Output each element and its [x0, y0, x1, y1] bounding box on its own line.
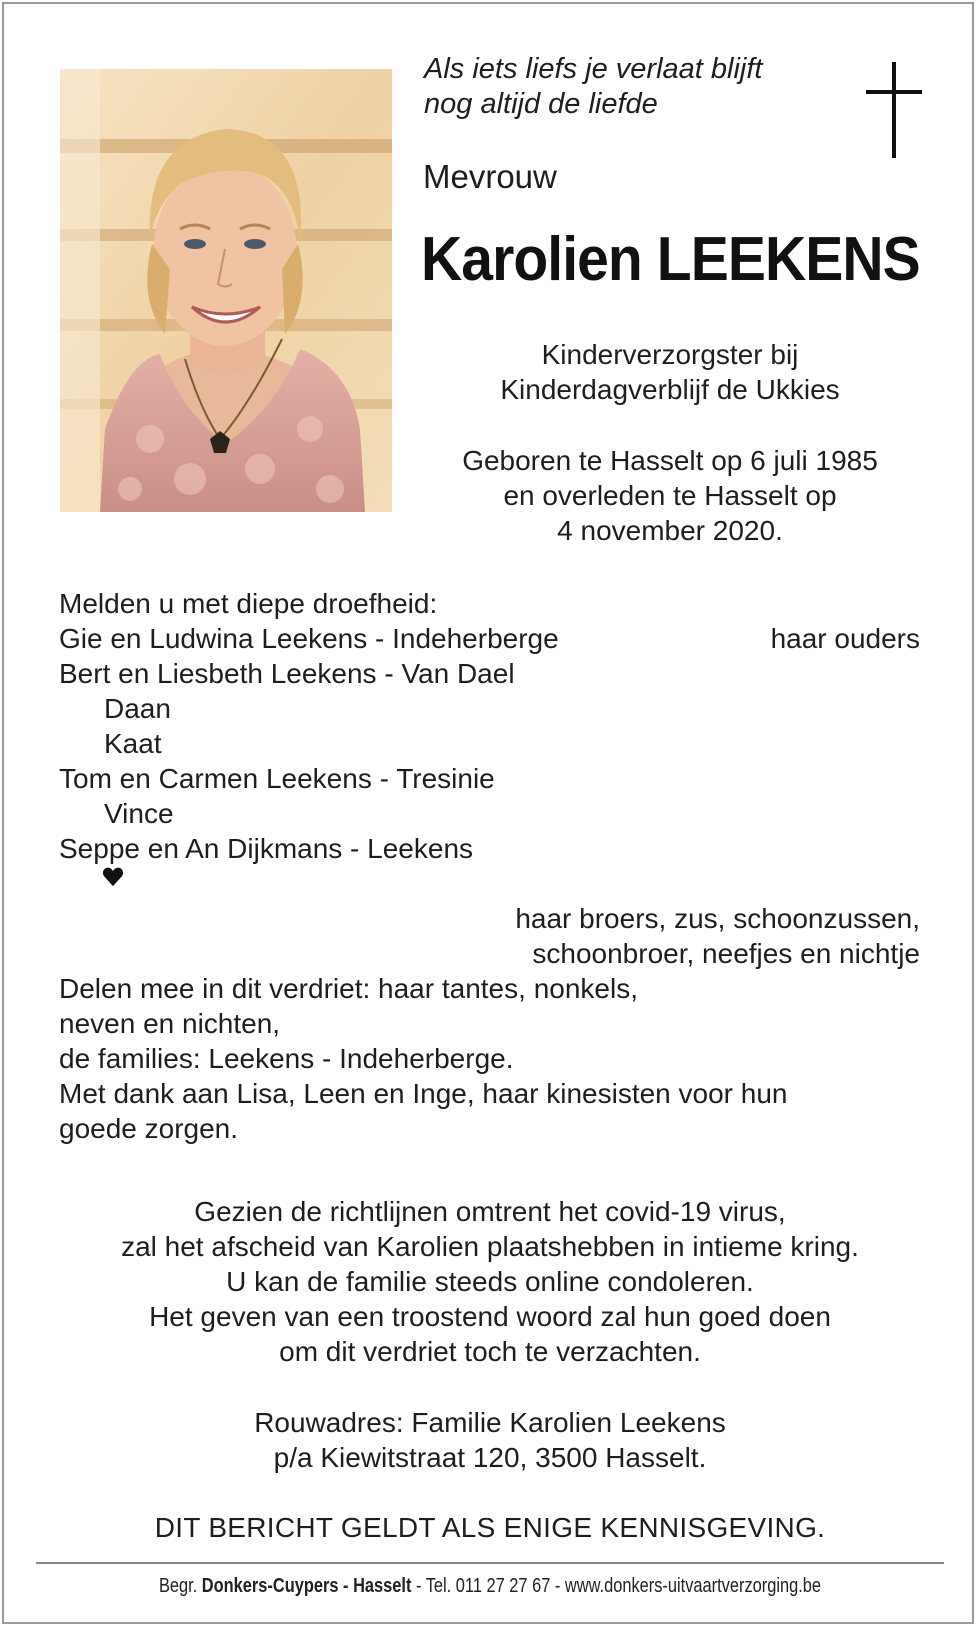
family-intro: Melden u met diepe droefheid: [59, 588, 438, 619]
thanks-line-1: Met dank aan Lisa, Leen en Inge, haar kinesisten voor hun [59, 1078, 788, 1109]
cross-icon [866, 62, 922, 158]
occupation-line-2: Kinderdagverblijf de Ukkies [500, 374, 840, 405]
mourning-address [60, 1405, 920, 1475]
honorific: Mevrouw [423, 158, 557, 195]
family-child-1: Daan [104, 693, 171, 724]
occupation [400, 337, 940, 407]
heart-icon [102, 866, 124, 888]
funeral-home-footer [137, 1575, 842, 1598]
siblings-role-line-1: haar broers, zus, schoonzussen, [515, 903, 920, 934]
address-line-2: p/a Kiewitstraat 120, 3500 Hasselt. [273, 1442, 707, 1473]
footer-prefix: Begr. [158, 1575, 198, 1597]
family-sibling-2: Tom en Carmen Leekens - Tresinie [59, 763, 495, 794]
thanks-line-2: goede zorgen. [59, 1113, 239, 1144]
family-sibling-3: Seppe en An Dijkmans - Leekens [59, 833, 474, 864]
family-child-3: Vince [104, 798, 174, 829]
occupation-line-1: Kinderverzorgster bij [541, 339, 799, 370]
extended-family-line-2: neven en nichten, [59, 1008, 281, 1039]
notice-line-5: om dit verdriet toch te verzachten. [279, 1336, 701, 1367]
deceased-name: Karolien LEEKENS [421, 225, 920, 294]
notice-line-1: Gezien de richtlijnen omtrent het covid-19 virus, [194, 1196, 786, 1227]
notice-line-2: zal het afscheid van Karolien plaatshebben in intieme kring. [121, 1231, 859, 1262]
siblings-role-line-2: schoonbroer, neefjes en nichtje [532, 938, 920, 969]
motto-line-1: Als iets liefs je verlaat blijft [424, 53, 763, 85]
official-notice: DIT BERICHT GELDT ALS ENIGE KENNISGEVING. [154, 1512, 826, 1543]
dates-line-1: Geboren te Hasselt op 6 juli 1985 [462, 445, 878, 476]
footer-divider [36, 1562, 944, 1564]
dates-line-2: en overleden te Hasselt op [503, 480, 837, 511]
family-child-2: Kaat [104, 728, 162, 759]
footer-company: Donkers-Cuypers - Hasselt [201, 1575, 412, 1597]
family-sibling-1: Bert en Liesbeth Leekens - Van Dael [59, 658, 515, 689]
parents-role: haar ouders [770, 623, 920, 654]
notice-line-3: U kan de familie steeds online condoleren. [226, 1266, 754, 1297]
covid-notice [60, 1194, 920, 1369]
motto [424, 52, 762, 122]
notice-line-4: Het geven van een troostend woord zal hun goed doen [149, 1301, 831, 1332]
extended-family-line-1: Delen mee in dit verdriet: haar tantes, nonkels, [59, 973, 638, 1004]
footer-contact: - Tel. 011 27 27 67 - www.donkers-uitvaartverzorging.be [415, 1575, 822, 1597]
birth-death-dates [400, 443, 940, 548]
dates-line-3: 4 november 2020. [557, 515, 783, 546]
address-line-1: Rouwadres: Familie Karolien Leekens [254, 1407, 726, 1438]
motto-line-2: nog altijd de liefde [424, 88, 658, 120]
extended-family-line-3: de families: Leekens - Indeherberge. [59, 1043, 514, 1074]
family-parents: Gie en Ludwina Leekens - Indeherberge [59, 623, 559, 654]
portrait-photo [60, 69, 392, 512]
